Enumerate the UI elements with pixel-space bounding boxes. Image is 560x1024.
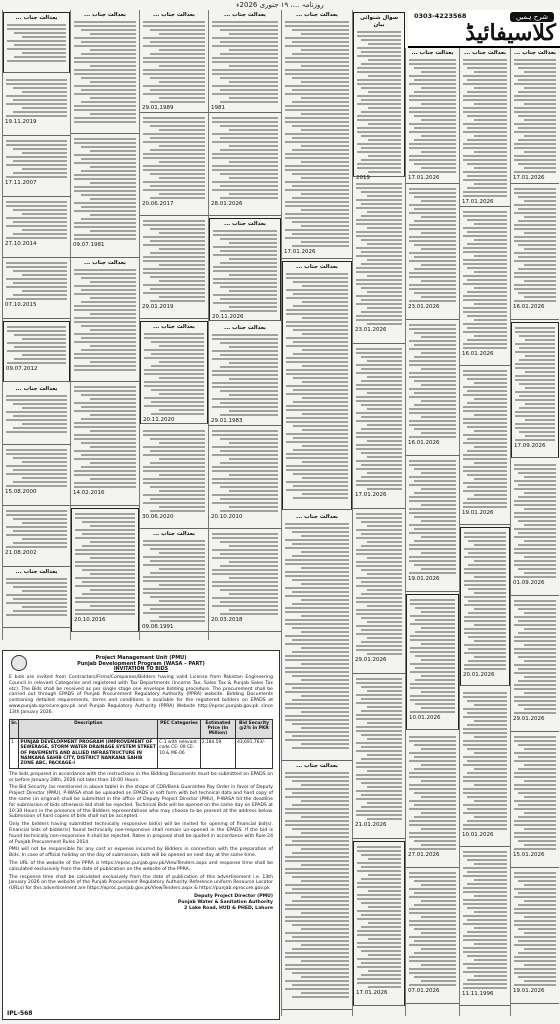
ad-heading: بعدالت جناب ... bbox=[295, 264, 339, 270]
classified-ad bbox=[140, 426, 208, 529]
ad-body-text bbox=[6, 24, 67, 62]
table-header: Sr. bbox=[10, 719, 19, 738]
ad-date: 07.10.2015 bbox=[5, 302, 37, 308]
ad-date: 23.01.2026 bbox=[408, 304, 440, 310]
ad-body-text bbox=[462, 692, 508, 830]
ad-body-text bbox=[211, 430, 279, 512]
ad-body-text bbox=[355, 678, 403, 820]
tender-para-4: PMU will not be responsible for any cost or expense incurred by Bidders in connection with the preparation of Bids. In case of official holiday on the day of submission, bids will be opened on next day at the same time. bbox=[9, 847, 273, 859]
ad-date: 17.01.2026 bbox=[513, 175, 545, 181]
tender-table bbox=[9, 719, 273, 769]
ad-body-text bbox=[5, 79, 68, 117]
ad-body-text bbox=[6, 326, 67, 364]
ad-body-text bbox=[355, 183, 403, 325]
tender-para-2: The Bid Security (as mentioned in above table) in the shape of CDR/Bank Guarantee Pay Order in favor of Deputy Project Director (PMU), P-WASA shall be uploaded on EPADS in soft form with bid technical data and hard copy of the same (in original) shall be submitted in the office of Deputy Project Director (PMU), P-WASA till the deadline for submission of bids otherwise bid shall be rejected. Technical Bids will be opened on the same day on EPADS at 10:30 Hours in the presence of the Bidders representatives who may choose to be present at the address below. Submission of hard copies of bids shall not be accepted. bbox=[9, 785, 273, 820]
classified-ad bbox=[511, 460, 559, 596]
signatory: Deputy Project Director (PMU) bbox=[194, 893, 273, 899]
ad-heading: بعدالت جناب ... bbox=[223, 221, 267, 227]
classified-ad bbox=[511, 184, 559, 320]
ad-body-text bbox=[462, 370, 508, 508]
ad-body-text bbox=[73, 269, 137, 371]
ad-heading: بعدالت جناب ... bbox=[15, 386, 58, 392]
classified-ad bbox=[353, 344, 405, 509]
classified-ad bbox=[3, 75, 70, 136]
classified-ad bbox=[353, 674, 405, 839]
punjab-logo-icon bbox=[11, 655, 27, 671]
classified-column bbox=[139, 10, 208, 640]
ad-body-text bbox=[142, 430, 206, 512]
ad-body-text bbox=[73, 386, 137, 488]
dateline: روزنامہ ...، ۱۹ جنوری 2026ء bbox=[236, 1, 324, 9]
ad-body-text bbox=[513, 464, 557, 578]
ad-body-text bbox=[212, 230, 278, 312]
ad-body-text bbox=[513, 600, 557, 714]
ad-date: 16.01.2026 bbox=[462, 351, 494, 357]
classified-ad bbox=[353, 12, 405, 181]
cell-description: PUNJAB DEVELOPMENT PROGRAM (IMPROVEMENT OF SEWERAGE, STORM WATER DRAINAGE SYSTEM STREET OF PAVEMENTS AND ALLIED INFRASTRUCTURE IN NANKANA SAHIB CITY, DISTRICT NANKANA SAHIB ZONE ABC, PACKAGE-I bbox=[20, 739, 156, 767]
ad-date: 17.01.2026 bbox=[284, 249, 316, 255]
ad-heading: بعدالت جناب ... bbox=[295, 514, 339, 520]
ad-body-text bbox=[514, 327, 556, 441]
classified-ad bbox=[460, 48, 510, 207]
classified-ad bbox=[140, 216, 208, 319]
classified-column bbox=[352, 10, 405, 1016]
table-header: Bid Security @2% in PKR bbox=[236, 719, 273, 738]
ad-body-text bbox=[211, 533, 279, 615]
classified-ad bbox=[511, 322, 559, 458]
ad-body-text bbox=[142, 540, 206, 622]
ad-heading: بعدالت جناب ... bbox=[223, 325, 267, 331]
ad-date: 20.11.2020 bbox=[143, 417, 175, 423]
tender-para-5: The URL of the website of the PPRA is https://eproc.punjab.gov.pk/ViewTenders.aspx and response time shall be calculated exclusively from the date of publication on the website of the PPRA. bbox=[9, 860, 273, 872]
classified-column bbox=[281, 10, 352, 1016]
classified-ad bbox=[71, 10, 139, 134]
ad-date: 09.08.1991 bbox=[142, 624, 174, 630]
table-row bbox=[10, 738, 273, 768]
cell-pec: C-1 with relevant code CE- 09 CE- 10 & ME-06 bbox=[158, 738, 201, 768]
classified-ad bbox=[406, 184, 459, 320]
ad-date: 19.01.2026 bbox=[513, 988, 545, 994]
classified-ad bbox=[406, 732, 459, 868]
ad-date: 17.01.2026 bbox=[462, 199, 494, 205]
classified-ad bbox=[3, 384, 70, 445]
ad-body-text bbox=[408, 59, 457, 173]
ad-body-text bbox=[142, 220, 206, 302]
ad-date: 14.02.2016 bbox=[73, 490, 105, 496]
classified-ad bbox=[140, 321, 208, 424]
ad-heading: بعدالت جناب ... bbox=[83, 12, 127, 18]
classified-ad bbox=[406, 594, 459, 730]
classified-header bbox=[408, 10, 560, 48]
ad-body-text bbox=[73, 138, 137, 240]
ad-date: 17.01.2026 bbox=[356, 990, 388, 996]
ad-heading: بعدالت جناب ... bbox=[223, 12, 267, 18]
classified-ad bbox=[3, 506, 70, 567]
classified-ad bbox=[71, 258, 139, 382]
ad-body-text bbox=[5, 510, 68, 548]
classified-column bbox=[510, 48, 559, 1016]
ad-date: 29.01.2026 bbox=[355, 657, 387, 663]
classified-ad bbox=[511, 596, 559, 732]
tender-program: Punjab Development Program (WASA – PART) bbox=[77, 661, 205, 667]
ad-date: 28.01.2026 bbox=[211, 201, 243, 207]
ad-date: 19.01.2026 bbox=[408, 576, 440, 582]
classified-ad bbox=[406, 320, 459, 456]
ad-date: 17.01.2026 bbox=[355, 492, 387, 498]
classified-ad bbox=[140, 10, 208, 113]
classified-ad bbox=[282, 10, 352, 259]
ad-body-text bbox=[143, 333, 205, 415]
organization: Punjab Water & Sanitation Authority bbox=[177, 899, 273, 905]
ad-body-text bbox=[142, 117, 206, 199]
table-header: Estimated Price (In Million) bbox=[200, 719, 235, 738]
classified-ad bbox=[460, 847, 510, 1006]
ad-body-text bbox=[513, 188, 557, 302]
ad-date: 19.01.2026 bbox=[462, 510, 494, 516]
ad-heading: بعدالت جناب ... bbox=[15, 569, 58, 575]
classified-ad bbox=[282, 261, 352, 510]
ad-date: 23.01.2026 bbox=[355, 327, 387, 333]
ad-body-text bbox=[408, 872, 457, 986]
ad-body-text bbox=[408, 736, 457, 850]
classified-ad bbox=[353, 179, 405, 344]
ad-date: 10.01.2026 bbox=[409, 715, 441, 721]
ad-body-text bbox=[211, 21, 279, 103]
ad-body-text bbox=[5, 578, 68, 616]
classified-ad bbox=[511, 732, 559, 868]
ad-body-text bbox=[356, 31, 402, 173]
ad-heading: بعدالت جناب ... bbox=[152, 12, 196, 18]
ad-date: 27.01.2026 bbox=[408, 852, 440, 858]
ad-body-text bbox=[5, 140, 68, 178]
ad-body-text bbox=[408, 460, 457, 574]
phone-number: 0303-4223568 bbox=[414, 12, 467, 20]
ad-date: 16.01.2026 bbox=[513, 304, 545, 310]
classified-ad bbox=[209, 426, 281, 529]
ad-body-text bbox=[5, 262, 68, 300]
classified-ad bbox=[3, 567, 70, 628]
ad-date: 10.01.2026 bbox=[462, 832, 494, 838]
ad-body-text bbox=[355, 513, 403, 655]
classified-ad bbox=[511, 48, 559, 184]
classified-title: کلاسیفائیڈ bbox=[465, 20, 556, 46]
classified-column bbox=[70, 10, 139, 640]
ad-heading: بعدالت جناب ... bbox=[295, 763, 339, 769]
ad-body-text bbox=[211, 117, 279, 199]
ad-body-text bbox=[513, 872, 557, 986]
ad-date: 17.09.2026 bbox=[514, 443, 546, 449]
table-header: PEC Categories bbox=[158, 719, 201, 738]
ad-body-text bbox=[284, 523, 350, 749]
classified-ad bbox=[406, 868, 459, 1004]
classified-ad bbox=[3, 12, 70, 73]
classified-ad bbox=[282, 512, 352, 761]
ad-date: 17.11.2007 bbox=[5, 180, 37, 186]
classified-ad bbox=[140, 529, 208, 632]
ad-heading: بعدالت جناب ... bbox=[152, 531, 196, 537]
tender-para-1: The bids prepared in accordance with the instructions in the Bidding Documents must be submitted on EPADS on or before January 28th, 2026 not later than 10:00 Hours. bbox=[9, 771, 273, 783]
ad-date: 09.07.2012 bbox=[6, 366, 38, 372]
ad-date: 29.01.2026 bbox=[513, 716, 545, 722]
ad-date: 21.08.2002 bbox=[5, 550, 37, 556]
ad-body-text bbox=[355, 348, 403, 490]
classified-ad bbox=[460, 688, 510, 847]
tender-notice bbox=[2, 650, 280, 1020]
ad-date: 1981 bbox=[211, 105, 225, 111]
ad-date: 15.01.2026 bbox=[513, 852, 545, 858]
classified-ad bbox=[406, 456, 459, 592]
ad-heading: سوال شنوائی بیان bbox=[359, 15, 399, 28]
ad-heading: بعدالت جناب ... bbox=[513, 50, 557, 56]
ad-date: 01.09.2026 bbox=[513, 580, 545, 586]
classified-ad bbox=[353, 509, 405, 674]
ad-date: 29.01.1989 bbox=[142, 105, 174, 111]
ad-date: 29.01.1983 bbox=[211, 418, 243, 424]
ad-body-text bbox=[284, 21, 350, 247]
classified-column bbox=[2, 10, 70, 640]
ad-body-text bbox=[356, 846, 402, 988]
ad-date: 20.10.2010 bbox=[211, 514, 243, 520]
ad-body-text bbox=[408, 324, 457, 438]
classified-ad bbox=[209, 113, 281, 216]
classified-ad bbox=[209, 529, 281, 632]
classified-ad bbox=[71, 508, 139, 632]
ad-body-text bbox=[462, 211, 508, 349]
classified-column bbox=[208, 10, 281, 640]
ad-date: 07.01.2026 bbox=[408, 988, 440, 994]
classified-ad bbox=[3, 321, 70, 382]
classified-ad bbox=[209, 10, 281, 113]
ad-body-text bbox=[142, 21, 206, 103]
ad-date: 2019 bbox=[356, 175, 370, 181]
classified-ad bbox=[3, 136, 70, 197]
classified-ad bbox=[209, 323, 281, 426]
cell-price: 2,184.59 bbox=[200, 738, 235, 768]
ad-heading: بعدالت جناب ... bbox=[83, 260, 127, 266]
ad-date: 20.10.2016 bbox=[74, 617, 106, 623]
ad-body-text bbox=[5, 449, 68, 487]
table-header: Description bbox=[19, 719, 158, 738]
ad-body-text bbox=[284, 772, 350, 998]
ad-body-text bbox=[513, 736, 557, 850]
ad-body-text bbox=[463, 532, 507, 670]
classified-ad bbox=[140, 113, 208, 216]
ad-body-text bbox=[462, 851, 508, 989]
ad-body-text bbox=[462, 59, 508, 197]
tender-para-6: The response time shall be calculated exclusively from the date of publication of this advertisement i.e. 13th January 2026 on the website of the Punjab Procurement Regulatory Authority. Reference uniform Resource Locator (URLs) for this advertisement are https://eproc.punjab.gov.pk/ViewTenders.aspx & https://punjab.eprocure.gov.pk bbox=[9, 874, 273, 892]
ad-date: 16.01.2026 bbox=[408, 440, 440, 446]
ad-date: 20.01.2026 bbox=[463, 672, 495, 678]
tender-intro: E bids are invited from Contractors/Firms/Companies/Bidders having valid License from Pakistan Engineering Council in relevant Categories and registered with Tax Departments (Income Tax, Sales Tax & Punjab Sales Tax etc). The Bids shall be received as per single stage one envelope bidding procedure. The procurement shall be carried out through EPADS of Punjab Procurement Regulatory Authority (PPRA) website. Bidding Documents containing detailed requirements, terms and conditions is available for the registered bidders on EPADS at www.punjab.eprocure.gov.pk and Punjab Regulatory Authority (PPRA) Website http://eproc.punjab.gov.pk since 13th January 2026. bbox=[9, 675, 273, 715]
ad-heading: بعدالت جناب ... bbox=[152, 324, 196, 330]
classified-ad bbox=[460, 366, 510, 525]
ad-reference: IPL-568 bbox=[7, 1010, 33, 1018]
ad-body-text bbox=[513, 59, 557, 173]
ad-body-text bbox=[408, 188, 457, 302]
ad-body-text bbox=[285, 273, 349, 499]
ad-body-text bbox=[5, 395, 68, 433]
classified-ad bbox=[3, 258, 70, 319]
ad-date: 29.01.2019 bbox=[142, 304, 174, 310]
table-header-row bbox=[10, 719, 273, 738]
ad-body-text bbox=[73, 21, 137, 123]
ad-date: 17.01.2026 bbox=[408, 175, 440, 181]
ad-date: 20.03.2018 bbox=[211, 617, 243, 623]
ad-heading: بعدالت جناب ... bbox=[463, 50, 507, 56]
ad-body-text bbox=[409, 599, 456, 713]
ad-date: 20.11.2026 bbox=[212, 314, 244, 320]
classified-ad bbox=[353, 841, 405, 1006]
ad-body-text bbox=[74, 513, 136, 615]
ad-body-text bbox=[5, 201, 68, 239]
ad-heading: بعدالت جناب ... bbox=[295, 12, 339, 18]
classified-ad bbox=[3, 445, 70, 506]
ad-date: 11.11.1996 bbox=[462, 991, 494, 997]
cell-sr: 1 bbox=[10, 738, 19, 768]
classified-ad bbox=[406, 48, 459, 184]
ad-date: 27.10.2014 bbox=[5, 241, 37, 247]
address: 2 Lake Road, HUD & PHED, Lahore bbox=[184, 905, 273, 911]
classified-column bbox=[459, 48, 510, 1016]
ad-date: 19.11.2019 bbox=[5, 119, 37, 125]
classified-ad bbox=[71, 134, 139, 258]
tender-unit: Project Management Unit (PMU) bbox=[95, 655, 187, 661]
ad-heading: بعدالت جناب ... bbox=[15, 15, 58, 21]
ad-date: 15.08.2000 bbox=[5, 489, 37, 495]
ad-heading: بعدالت جناب ... bbox=[411, 50, 454, 56]
classified-ad bbox=[460, 207, 510, 366]
classified-ad bbox=[3, 197, 70, 258]
ad-date: 21.01.2026 bbox=[355, 822, 387, 828]
classified-ad bbox=[282, 761, 352, 1010]
classified-ad bbox=[209, 218, 281, 321]
ad-date: 20.06.2017 bbox=[142, 201, 174, 207]
classified-banner: شرح ہمیں bbox=[510, 12, 554, 22]
classified-ad bbox=[71, 382, 139, 506]
ad-body-text bbox=[211, 334, 279, 416]
tender-title: INVITATION TO BIDS bbox=[113, 667, 169, 672]
cell-security: 43,691,763/- bbox=[236, 738, 273, 768]
classified-ad bbox=[460, 527, 510, 686]
classified-column bbox=[405, 48, 459, 1016]
tender-para-3: Only the bidders having submitted technically responsive bid(s) will be invited for opening of financial bid(s). Financial bids of bidder(s) found technically non-responsive shall remain un-opened in the EPADS. If the bid is found technically non-responsive it shall be rejected. Rates in proposal shall be quoted in accordance with Rule 24 of Punjab Procurement Rules 2014. bbox=[9, 822, 273, 845]
ad-date: 30.06.2020 bbox=[142, 514, 174, 520]
classified-ad bbox=[511, 868, 559, 1004]
ad-date: 09.07.1981 bbox=[73, 242, 105, 248]
